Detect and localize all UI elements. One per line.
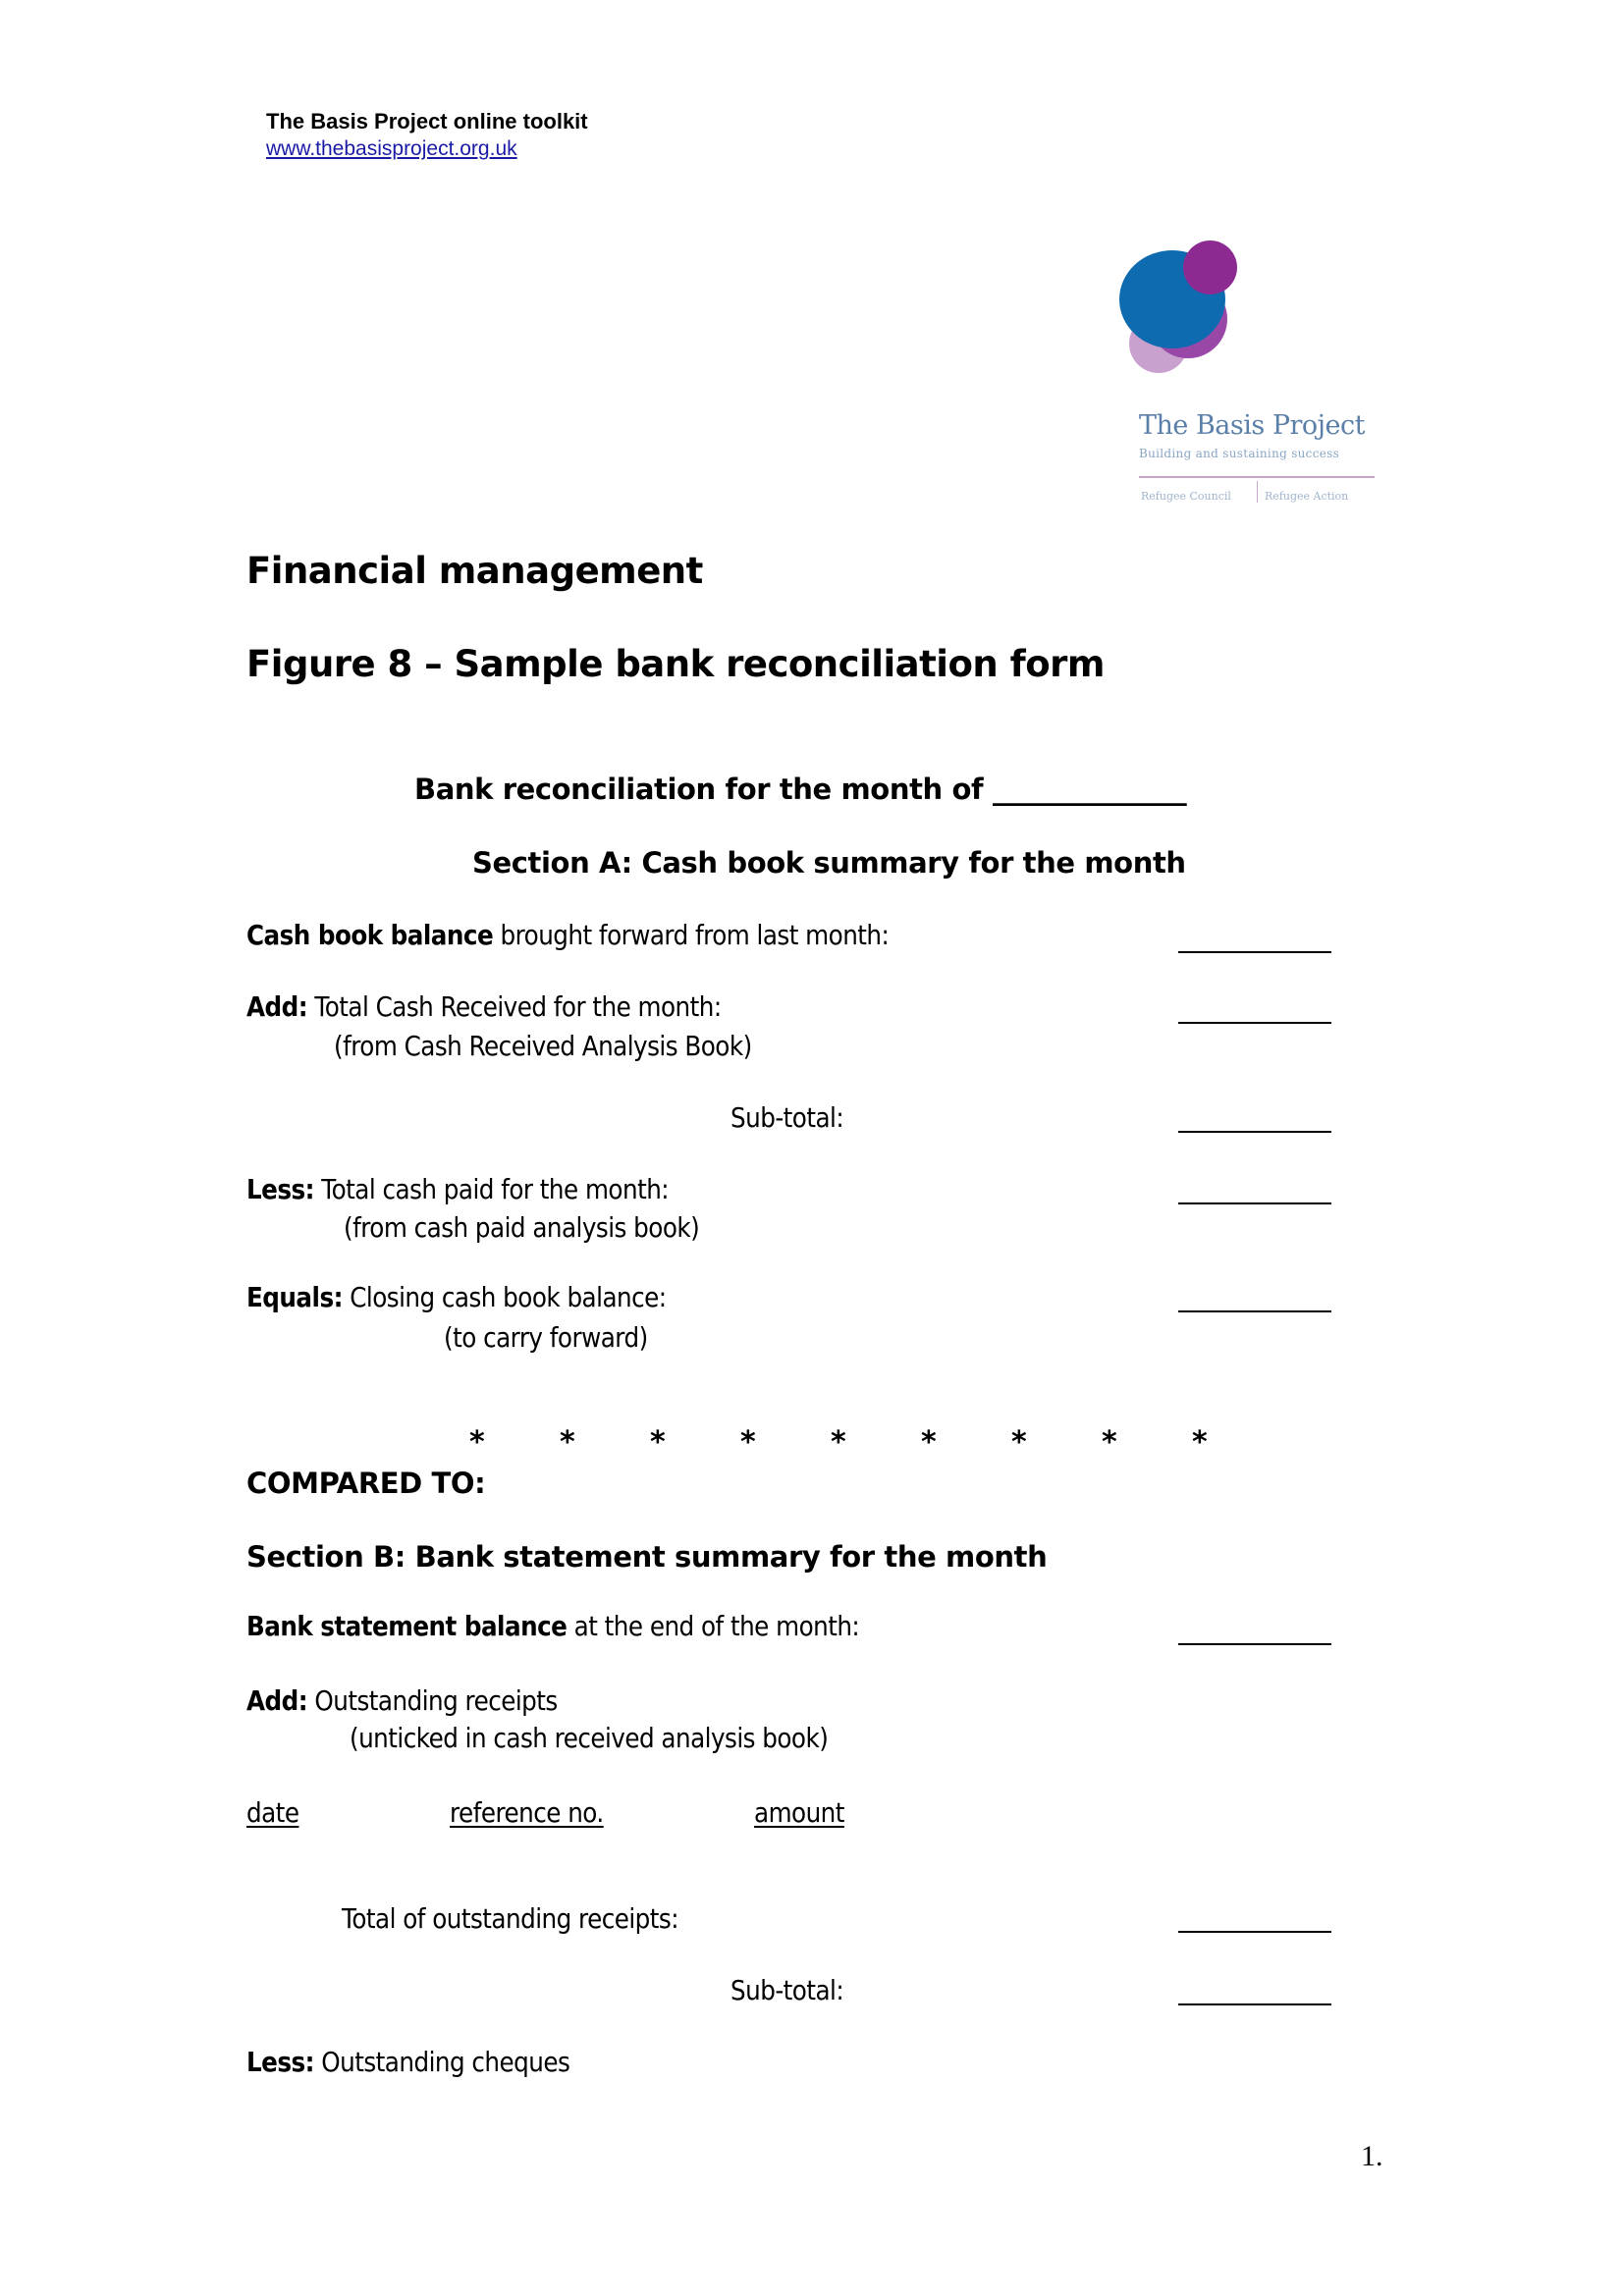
asterisk: *: [1011, 1425, 1027, 1460]
asterisk: *: [650, 1425, 666, 1460]
amount-blank-closing-balance[interactable]: [1178, 1310, 1331, 1312]
amount-blank-cash-paid[interactable]: [1178, 1202, 1331, 1204]
form-title: [414, 773, 1186, 806]
asterisk: *: [560, 1425, 575, 1460]
amount-blank-bank-statement-balance[interactable]: [1178, 1643, 1331, 1645]
row-label: Total cash paid for the month:: [313, 1173, 670, 1205]
row-label: at the end of the month:: [567, 1610, 860, 1642]
toolkit-title: The Basis Project online toolkit: [266, 109, 588, 133]
row-add-outstanding-receipts: [246, 1684, 558, 1717]
row-subtotal-b: Sub-total:: [730, 1974, 844, 2006]
amount-blank-total-outstanding-receipts[interactable]: [1178, 1931, 1331, 1933]
row-sub-note: (to carry forward): [444, 1321, 648, 1354]
column-header-amount: amount: [754, 1796, 844, 1829]
section-b-heading: Section B: Bank statement summary for the month: [246, 1540, 1048, 1574]
logo-name: The Basis Project: [1139, 410, 1365, 441]
basis-project-logo: [1109, 231, 1394, 525]
row-add-cash-received: [246, 990, 722, 1023]
figure-title: Figure 8 – Sample bank reconciliation form: [246, 643, 1105, 685]
amount-blank-subtotal-b[interactable]: [1178, 2003, 1331, 2005]
amount-blank-cash-received[interactable]: [1178, 1022, 1331, 1024]
logo-divider: [1139, 476, 1375, 478]
row-subtotal-a: Sub-total:: [730, 1101, 844, 1134]
row-sub-note: (from cash paid analysis book): [344, 1211, 700, 1244]
row-bank-statement-balance: [246, 1610, 859, 1642]
logo-tagline: Building and sustaining success: [1139, 447, 1340, 460]
row-label-bold: Add:: [246, 990, 308, 1023]
asterisk: *: [469, 1425, 485, 1460]
asterisk-separator: [469, 1425, 1282, 1460]
asterisk: *: [831, 1425, 846, 1460]
row-label: brought forward from last month:: [493, 919, 890, 951]
row-sub-note: (unticked in cash received analysis book): [350, 1722, 829, 1754]
compared-to-label: COMPARED TO:: [246, 1467, 486, 1500]
asterisk: *: [740, 1425, 756, 1460]
section-heading: Financial management: [246, 550, 703, 592]
row-label-bold: Less:: [246, 1173, 314, 1205]
page-number: 1.: [1361, 2140, 1383, 2172]
row-label-bold: Cash book balance: [246, 919, 494, 951]
row-equals-closing-balance: [246, 1281, 667, 1313]
row-cash-book-balance: [246, 919, 889, 951]
column-header-date: date: [246, 1796, 299, 1829]
asterisk: *: [1192, 1425, 1208, 1460]
row-sub-note: (from Cash Received Analysis Book): [334, 1030, 752, 1062]
asterisk: *: [921, 1425, 937, 1460]
row-less-outstanding-cheques: [246, 2046, 569, 2078]
amount-blank-subtotal-a[interactable]: [1178, 1131, 1331, 1133]
row-label: Total Cash Received for the month:: [307, 990, 722, 1023]
column-header-reference-no: reference no.: [450, 1796, 604, 1829]
row-label: Outstanding receipts: [307, 1684, 558, 1717]
section-a-heading: Section A: Cash book summary for the month: [472, 846, 1186, 880]
row-label-bold: Add:: [246, 1684, 308, 1717]
row-label-bold: Bank statement balance: [246, 1610, 568, 1642]
row-total-outstanding-receipts: Total of outstanding receipts:: [342, 1902, 679, 1935]
amount-blank-cash-book-balance[interactable]: [1178, 951, 1331, 953]
logo-vertical-divider: [1257, 481, 1258, 503]
row-label-bold: Less:: [246, 2046, 314, 2078]
month-blank[interactable]: ______________: [992, 773, 1187, 806]
row-label: Closing cash book balance:: [342, 1281, 667, 1313]
website-link[interactable]: www.thebasisproject.org.uk: [266, 137, 517, 160]
asterisk: *: [1102, 1425, 1117, 1460]
form-title-text: Bank reconciliation for the month of: [414, 773, 984, 806]
row-less-cash-paid: [246, 1173, 669, 1205]
logo-partner-left: Refugee Council: [1141, 490, 1231, 503]
logo-partner-right: Refugee Action: [1265, 490, 1349, 503]
row-label: Outstanding cheques: [313, 2046, 570, 2078]
row-label-bold: Equals:: [246, 1281, 343, 1313]
